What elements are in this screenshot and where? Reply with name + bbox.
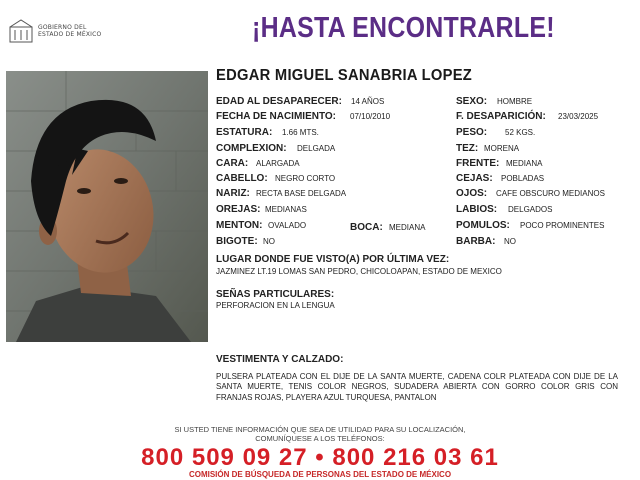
clothing-description: PULSERA PLATEADA CON EL DIJE DE LA SANTA MUERTE, CADENA COLR PLATEADA CON DIJE DE LA SANTA MUERTE, TENIS COLOR NEGROS, SUDADERA ABIERTA CON GORRO COLOR GRIS CON FRANJAS ROJAS, PLAYERA AZUL TURQUESA, PANTALON	[216, 372, 618, 402]
field-label-height: ESTATURA:	[216, 127, 273, 138]
field-label-hair: CABELLO:	[216, 173, 268, 184]
field-value-age: 14 AÑOS	[351, 97, 385, 106]
field-value-complexion: MORENA	[484, 144, 520, 153]
last-seen-label: LUGAR DONDE FUE VISTO(A) POR ÚLTIMA VEZ:	[216, 254, 450, 265]
state-emblem-icon	[8, 18, 34, 44]
field-value-cheekbones: POCO PROMINENTES	[520, 221, 605, 230]
field-value-chin: OVALADO	[268, 221, 307, 230]
field-value-ears: MEDIANAS	[265, 205, 307, 214]
field-label-mustache: BIGOTE:	[216, 236, 258, 247]
field-value-mustache: NO	[263, 237, 275, 246]
logo-line-2: ESTADO DE MÉXICO	[38, 31, 102, 38]
contact-note-line-1: SI USTED TIENE INFORMACIÓN QUE SEA DE UTILIDAD PARA SU LOCALIZACIÓN,	[174, 425, 466, 434]
field-label-complexion: TEZ:	[456, 143, 479, 154]
field-label-build: COMPLEXION:	[216, 143, 287, 154]
person-photo	[6, 71, 208, 342]
field-value-eyebrows: POBLADAS	[501, 174, 545, 183]
field-value-build: DELGADA	[297, 144, 336, 153]
field-value-hair: NEGRO CORTO	[275, 174, 336, 183]
distinguishing-marks-value: PERFORACION EN LA LENGUA	[216, 301, 335, 310]
contact-note-line-2: COMUNÍQUESE A LOS TELÉFONOS:	[255, 434, 385, 443]
field-label-ears: OREJAS:	[216, 204, 261, 215]
field-label-eyebrows: CEJAS:	[456, 173, 493, 184]
contact-note	[0, 425, 640, 443]
field-value-mouth: MEDIANA	[389, 223, 426, 232]
field-value-beard: NO	[504, 237, 516, 246]
field-value-forehead: MEDIANA	[506, 159, 543, 168]
field-label-disappearance-date: F. DESAPARICIÓN:	[456, 111, 546, 122]
headline: ¡HASTA ENCONTRARLE!	[252, 12, 555, 44]
phone-numbers: 800 509 09 27 • 800 216 03 61	[141, 444, 499, 471]
field-label-weight: PESO:	[456, 127, 488, 138]
field-value-weight: 52 KGS.	[505, 128, 536, 137]
field-label-mouth: BOCA:	[350, 222, 383, 233]
field-value-height: 1.66 MTS.	[282, 128, 319, 137]
distinguishing-marks-label: SEÑAS PARTICULARES:	[216, 289, 335, 300]
field-label-beard: BARBA:	[456, 236, 496, 247]
field-label-forehead: FRENTE:	[456, 158, 500, 169]
field-label-birthdate: FECHA DE NACIMIENTO:	[216, 111, 336, 122]
field-value-sex: HOMBRE	[497, 97, 533, 106]
last-seen-value: JAZMINEZ LT.19 LOMAS SAN PEDRO, CHICOLOAPAN, ESTADO DE MEXICO	[216, 267, 502, 276]
field-label-nose: NARIZ:	[216, 188, 250, 199]
field-label-sex: SEXO:	[456, 96, 488, 107]
field-label-eyes: OJOS:	[456, 188, 488, 199]
field-label-chin: MENTON:	[216, 220, 263, 231]
logo-line-1: GOBIERNO DEL	[38, 24, 87, 31]
government-logo	[8, 18, 118, 48]
field-value-nose: RECTA BASE DELGADA	[256, 189, 347, 198]
field-value-face: ALARGADA	[256, 159, 300, 168]
agency-name: COMISIÓN DE BÚSQUEDA DE PERSONAS DEL ESTADO DE MÉXICO	[188, 470, 452, 479]
person-name: EDGAR MIGUEL SANABRIA LOPEZ	[216, 67, 473, 84]
field-value-eyes: CAFE OBSCURO MEDIANOS	[496, 189, 605, 198]
field-value-lips: DELGADOS	[508, 205, 553, 214]
field-label-lips: LABIOS:	[456, 204, 498, 215]
field-value-disappearance-date: 23/03/2025	[558, 112, 599, 121]
field-label-face: CARA:	[216, 158, 249, 169]
clothing-label: VESTIMENTA Y CALZADO:	[216, 354, 344, 365]
field-label-cheekbones: POMULOS:	[456, 220, 510, 231]
field-value-birthdate: 07/10/2010	[350, 112, 391, 121]
photo-illustration	[6, 71, 208, 342]
logo-text	[38, 24, 101, 38]
field-label-age: EDAD AL DESAPARECER:	[216, 96, 342, 107]
